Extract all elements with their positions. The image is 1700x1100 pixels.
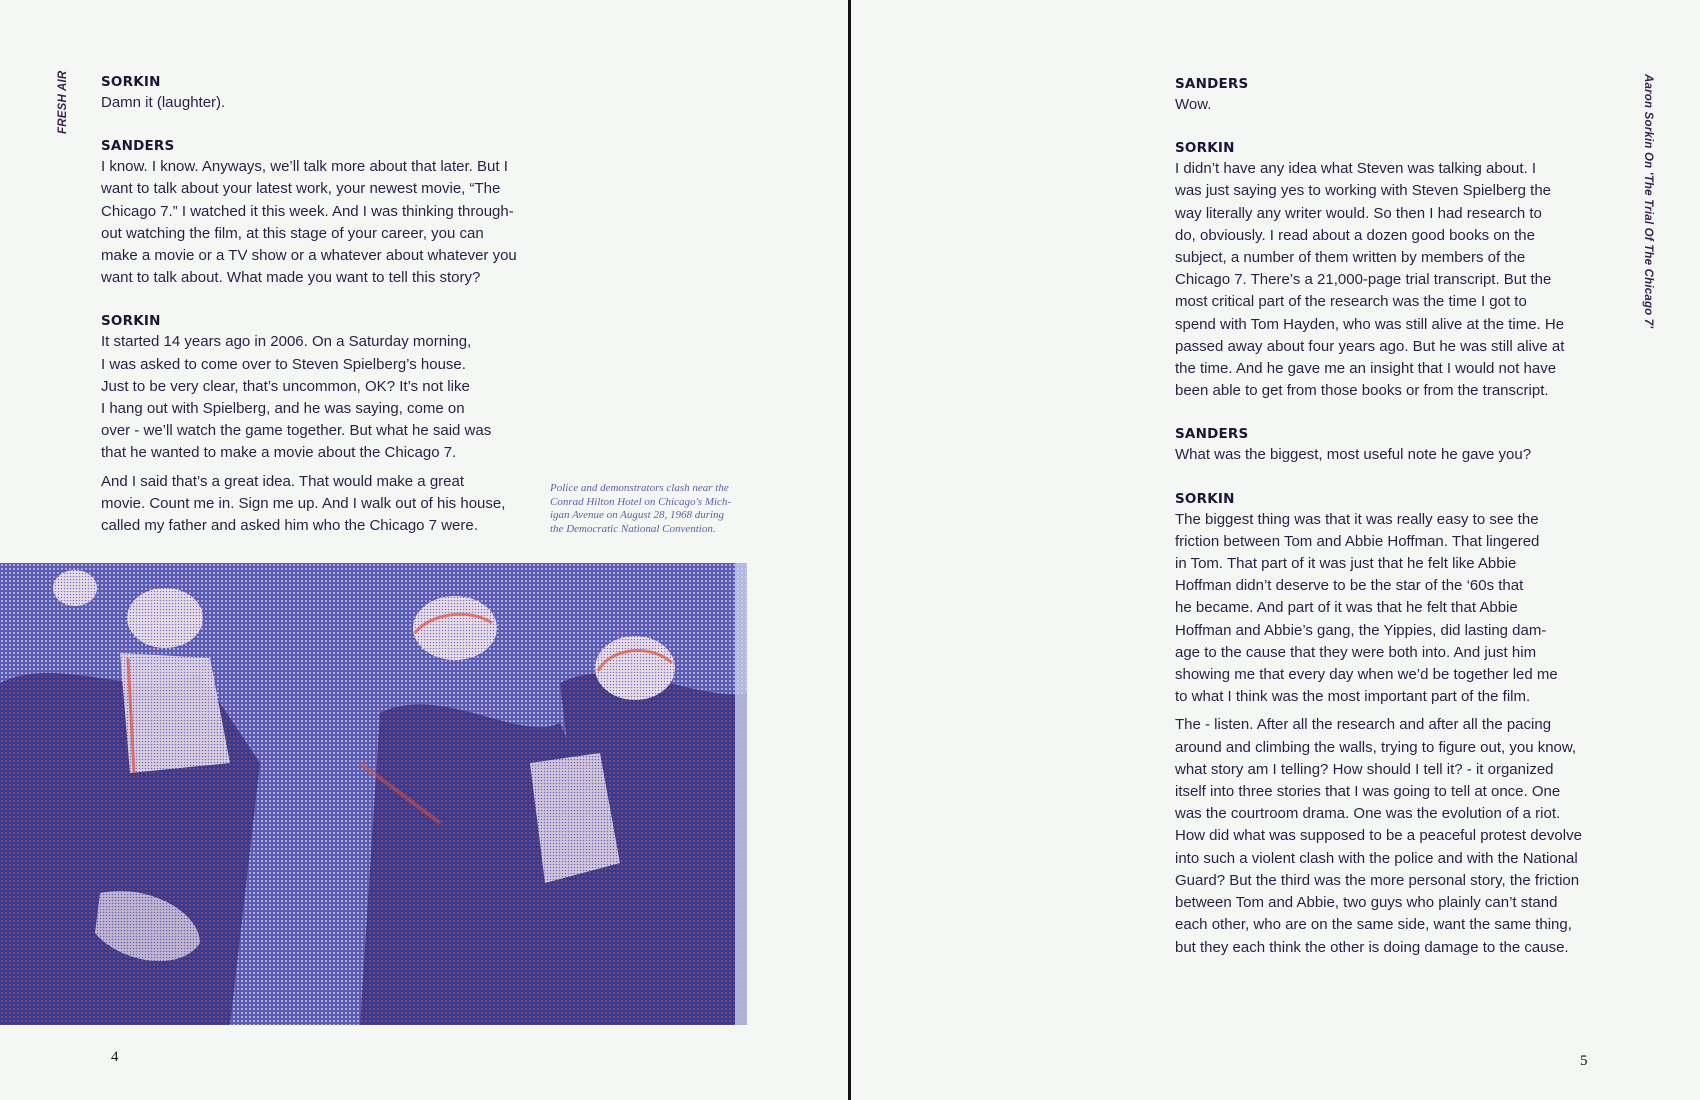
protest-photo [0, 563, 747, 1025]
speaker-name: SANDERS [1175, 426, 1249, 443]
dialogue-turn [101, 311, 531, 537]
speaker-name: SORKIN [101, 313, 161, 330]
dialogue-paragraph: I know. I know. Anyways, we’ll talk more about that later. But I want to talk about your latest work, your newest movie, “The Chicago 7.” I watched it this week. And I was thinking through- out watching the film, at this stage of your career, you can make a movie or a TV show or a whatever about whatever you want to talk about. What made you want to tell this story? [101, 158, 517, 287]
dialogue-turn [101, 136, 531, 289]
speaker-name: SORKIN [1175, 140, 1235, 157]
dialogue-paragraph: The - listen. After all the research and after all the pacing around and climbing the walls, trying to figure out, you know, what story am I telling? How should I tell it? - it organized itself into three stories that I was going to tell at once. One was the courtroom drama. One was the evolution of a riot. How did what was supposed to be a peaceful protest devolve into such a violent clash with the police and with the National Guard? But the third was the more personal story, the friction between Tom and Abbie, two guys who plainly can’t stand each other, who are on the same side, want the same thing, but they each think the other is doing damage to the cause. [1175, 716, 1582, 956]
left-text-column [101, 72, 531, 559]
dialogue-paragraph: And I said that’s a great idea. That would make a great movie. Count me in. Sign me up. And I walk out of his house, called my father and asked him who the Chicago 7 were. [101, 472, 506, 535]
dialogue-turn [101, 72, 531, 114]
halftone-duotone-crowd-photo-icon [0, 563, 747, 1025]
running-head-right: Aaron Sorkin On 'The Trial Of The Chicago 7' [1642, 74, 1654, 329]
dialogue-turn [1175, 138, 1605, 402]
dialogue-paragraph: The biggest thing was that it was really easy to see the friction between Tom and Abbie Hoffman. That lingered in Tom. That part of it was just that he felt like Abbie Hoffman didn’t deserve to be the star of the ‘60s that he became. And part of it was that he felt that Abbie Hoffman and Abbie’s gang, the Yippies, did lasting dam- age to the cause that they were both into. And just him showing me that every day when we’d be together led me to what I think was the most important part of the film. [1175, 510, 1558, 706]
speaker-name: SANDERS [101, 138, 175, 155]
speaker-name: SANDERS [1175, 76, 1249, 92]
running-head-left: FRESH AIR [57, 70, 69, 134]
dialogue-paragraph: It started 14 years ago in 2006. On a Saturday morning, I was asked to come over to Steven Spielberg’s house. Just to be very clear, that’s uncommon, OK? It’s not like I hang out with Spielberg, and he was saying, come on over - we’ll watch the game together. But what he said was that he wanted to make a movie about the Chicago 7. [101, 333, 492, 462]
page-gutter [848, 0, 851, 1100]
speaker-name: SORKIN [1175, 490, 1235, 507]
dialogue-paragraph: Damn it (laughter). [101, 94, 226, 111]
right-text-column [1175, 74, 1605, 981]
photo-caption: Police and demonstrators clash near the Conrad Hilton Hotel on Chicago's Mich- igan Avenue on August 28, 1968 during the Democratic National Convention. [550, 482, 732, 535]
dialogue-paragraph: What was the biggest, most useful note he gave you? [1175, 446, 1532, 464]
page-number-left: 4 [111, 1049, 119, 1065]
dialogue-paragraph: Wow. [1175, 96, 1212, 113]
dialogue-turn [1175, 74, 1605, 116]
page-number-right: 5 [1580, 1053, 1588, 1069]
dialogue-paragraph: I didn’t have any idea what Steven was talking about. I was just saying yes to working with Steven Spielberg the way literally any writer would. So then I had research to do, obviously. I read about a dozen good books on the subject, a number of them written by members of the Chicago 7. There’s a 21,000-page trial transcript. But the most critical part of the research was the time I got to spend with Tom Hayden, who was still alive at the time. He passed away about four years ago. But he was still alive at the time. And he gave me an insight that I would not have been able to get from those books or from the transcript. [1175, 160, 1565, 400]
dialogue-turn [1175, 489, 1605, 959]
speaker-name: SORKIN [101, 74, 161, 90]
dialogue-turn [1175, 424, 1605, 466]
